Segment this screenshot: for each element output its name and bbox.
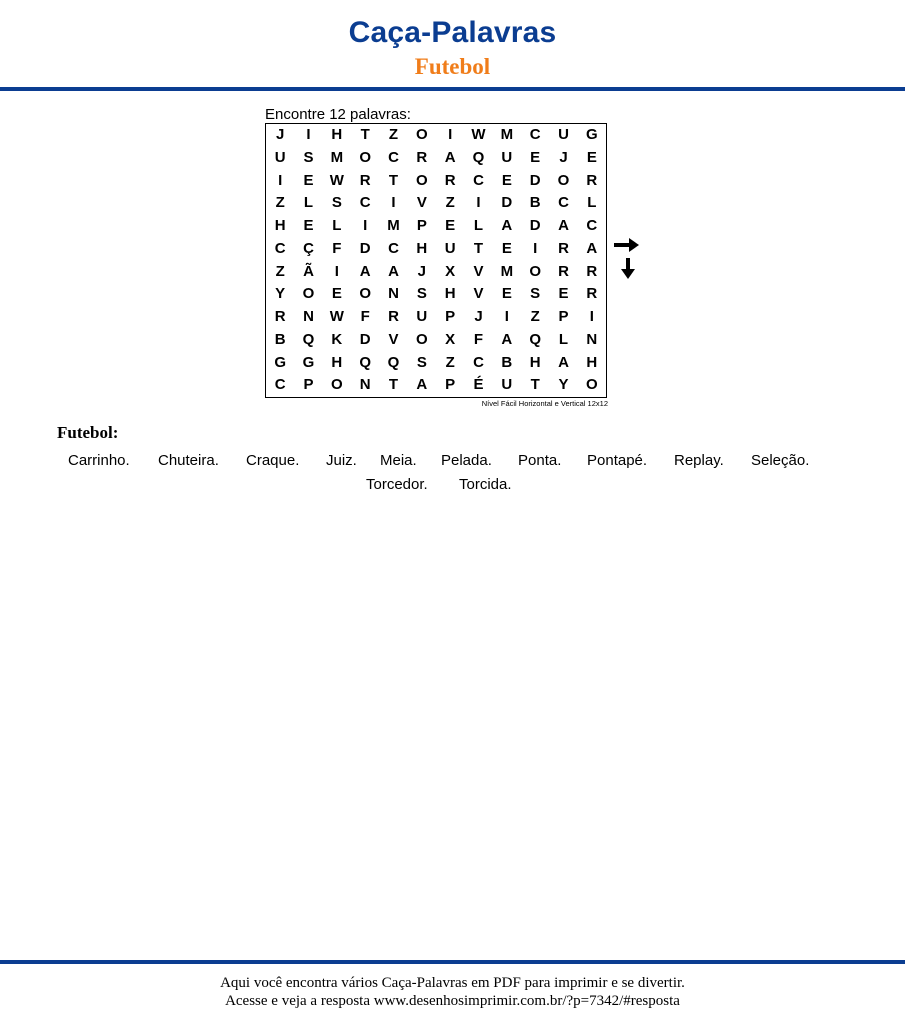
grid-letter[interactable]: D	[501, 194, 513, 212]
grid-letter[interactable]: N	[303, 308, 314, 325]
grid-letter[interactable]: I	[476, 194, 481, 212]
grid-letter[interactable]: E	[501, 285, 512, 303]
grid-letter[interactable]: B	[501, 353, 513, 371]
grid-letter[interactable]: A	[586, 239, 598, 257]
grid-letter[interactable]: Y	[275, 285, 286, 303]
grid-letter[interactable]: Ç	[303, 239, 314, 257]
grid-letter[interactable]: Z	[275, 262, 285, 280]
word-item: Carrinho.	[68, 452, 130, 469]
grid-letter[interactable]: P	[416, 217, 427, 234]
grid-letter[interactable]: I	[533, 239, 538, 257]
grid-letter[interactable]: O	[415, 126, 428, 143]
grid-letter[interactable]: Z	[445, 353, 455, 371]
grid-letter[interactable]: Q	[529, 330, 541, 348]
grid-letter[interactable]: H	[444, 285, 456, 303]
grid-letter[interactable]: O	[557, 171, 570, 189]
grid-letter[interactable]: L	[558, 330, 569, 348]
grid-letter[interactable]: C	[388, 148, 399, 166]
grid-letter[interactable]: O	[415, 171, 428, 189]
grid-row	[266, 238, 608, 261]
grid-letter[interactable]: U	[501, 148, 513, 166]
grid-letter[interactable]: H	[274, 217, 286, 234]
grid-letter[interactable]: T	[388, 171, 399, 189]
grid-letter[interactable]: L	[587, 194, 597, 212]
grid-letter[interactable]: C	[473, 171, 484, 189]
page-title: Caça-Palavras	[348, 16, 557, 49]
grid-letter[interactable]: T	[530, 376, 540, 394]
grid-letter[interactable]: A	[558, 353, 569, 371]
grid-letter[interactable]: A	[444, 148, 456, 166]
grid-letter[interactable]: M	[500, 126, 514, 143]
grid-letter[interactable]: R	[586, 262, 598, 280]
grid-letter[interactable]: H	[416, 239, 428, 257]
word-search-grid	[265, 123, 607, 398]
grid-letter[interactable]: K	[331, 330, 343, 348]
grid-letter[interactable]: T	[388, 376, 399, 394]
grid-letter[interactable]: D	[359, 330, 371, 348]
grid-letter[interactable]: W	[471, 126, 486, 143]
grid-row	[266, 170, 608, 193]
grid-letter[interactable]: C	[586, 217, 598, 234]
word-item: Meia.	[380, 452, 417, 469]
grid-letter[interactable]: C	[529, 126, 541, 143]
word-list-heading: Futebol:	[57, 423, 119, 442]
grid-letter[interactable]: E	[558, 285, 569, 303]
grid-letter[interactable]: É	[473, 376, 484, 394]
grid-letter[interactable]: Z	[388, 126, 399, 143]
grid-letter[interactable]: C	[473, 353, 484, 371]
arrow-right-icon	[614, 237, 640, 253]
grid-letter[interactable]: X	[445, 330, 456, 348]
arrow-down-icon	[620, 258, 636, 280]
word-item: Torcedor.	[366, 476, 428, 493]
word-item: Chuteira.	[158, 452, 219, 469]
grid-letter[interactable]: I	[504, 308, 509, 325]
grid-letter[interactable]: T	[360, 126, 370, 143]
puzzle-instruction: Encontre 12 palavras:	[265, 106, 411, 123]
grid-letter[interactable]: S	[530, 285, 541, 303]
grid-letter[interactable]: I	[589, 308, 594, 325]
grid-letter[interactable]: E	[303, 171, 314, 189]
grid-row	[266, 147, 608, 170]
grid-row	[266, 261, 608, 284]
grid-letter[interactable]: U	[558, 126, 569, 143]
word-item: Juiz.	[326, 452, 357, 469]
word-item: Seleção.	[751, 452, 810, 469]
grid-letter[interactable]: D	[359, 239, 371, 257]
word-item: Torcida.	[459, 476, 512, 493]
grid-letter[interactable]: I	[306, 126, 311, 143]
grid-letter[interactable]: S	[331, 194, 342, 212]
grid-letter[interactable]: L	[473, 217, 484, 234]
grid-letter[interactable]: A	[501, 330, 513, 348]
grid-letter[interactable]: E	[331, 285, 342, 303]
grid-letter[interactable]: P	[303, 376, 314, 394]
grid-letter[interactable]: B	[274, 330, 286, 348]
grid-letter[interactable]: Q	[302, 330, 315, 348]
grid-letter[interactable]: H	[586, 353, 598, 371]
grid-letter[interactable]: R	[416, 148, 428, 166]
grid-letter[interactable]: O	[330, 376, 343, 394]
grid-letter[interactable]: C	[388, 239, 399, 257]
grid-letter[interactable]: R	[444, 171, 456, 189]
grid-letter[interactable]: Z	[445, 194, 455, 212]
grid-letter[interactable]: Q	[359, 353, 371, 371]
grid-letter[interactable]: G	[585, 126, 598, 143]
grid-letter[interactable]: S	[303, 148, 314, 166]
grid-letter[interactable]: G	[274, 353, 286, 371]
grid-letter[interactable]: C	[274, 239, 286, 257]
grid-letter[interactable]: A	[359, 262, 371, 280]
grid-letter[interactable]: P	[445, 376, 456, 394]
grid-letter[interactable]: E	[445, 217, 456, 234]
grid-letter[interactable]: I	[278, 171, 283, 189]
grid-letter[interactable]: Z	[530, 308, 540, 325]
word-item: Craque.	[246, 452, 300, 469]
grid-letter[interactable]: E	[501, 239, 512, 257]
grid-letter[interactable]: L	[332, 217, 342, 234]
grid-letter[interactable]: W	[329, 171, 344, 189]
grid-letter[interactable]: M	[500, 262, 514, 280]
bottom-divider	[0, 960, 905, 964]
grid-letter[interactable]: I	[363, 217, 368, 234]
grid-letter[interactable]: P	[558, 308, 569, 325]
grid-letter[interactable]: X	[445, 262, 456, 280]
grid-letter[interactable]: F	[360, 308, 370, 325]
grid-letter[interactable]: O	[585, 376, 598, 394]
grid-letter[interactable]: H	[331, 353, 343, 371]
grid-letter[interactable]: U	[274, 148, 286, 166]
grid-letter[interactable]: N	[586, 330, 598, 348]
top-divider	[0, 87, 905, 91]
grid-row	[266, 352, 608, 375]
grid-letter[interactable]: V	[473, 285, 484, 303]
grid-letter[interactable]: U	[416, 308, 428, 325]
grid-letter[interactable]: I	[334, 262, 339, 280]
grid-letter[interactable]: J	[417, 262, 426, 280]
grid-letter[interactable]: J	[559, 148, 568, 166]
grid-letter[interactable]: U	[501, 376, 513, 394]
grid-letter[interactable]: W	[329, 308, 344, 325]
grid-letter[interactable]: S	[416, 285, 427, 303]
grid-letter[interactable]: Y	[558, 376, 569, 394]
grid-letter[interactable]: H	[331, 126, 343, 143]
grid-letter[interactable]: L	[303, 194, 314, 212]
grid-letter[interactable]: M	[387, 217, 400, 234]
grid-letter[interactable]: C	[359, 194, 371, 212]
grid-letter[interactable]: F	[332, 239, 342, 257]
grid-letter[interactable]: O	[359, 148, 371, 166]
grid-letter[interactable]: C	[558, 194, 569, 212]
grid-letter[interactable]: C	[274, 376, 286, 394]
difficulty-note: Nível Fácil Horizontal e Vertical 12x12	[481, 399, 608, 408]
grid-letter[interactable]: A	[388, 262, 399, 280]
grid-row	[266, 306, 608, 329]
word-list-line	[0, 476, 905, 496]
grid-letter[interactable]: J	[474, 308, 483, 325]
grid-letter[interactable]: O	[359, 285, 371, 303]
grid-letter[interactable]: Q	[472, 148, 485, 166]
grid-letter[interactable]: A	[416, 376, 428, 394]
grid-letter[interactable]: R	[359, 171, 371, 189]
grid-letter[interactable]: M	[330, 148, 344, 166]
grid-letter[interactable]: V	[388, 330, 399, 348]
grid-letter[interactable]: G	[302, 353, 315, 371]
grid-letter[interactable]: E	[530, 148, 541, 166]
footer-text: Aqui você encontra vários Caça-Palavras em PDF para imprimir e se divertir.	[220, 975, 685, 991]
grid-letter[interactable]: R	[558, 262, 569, 280]
grid-letter[interactable]: D	[529, 171, 541, 189]
grid-letter[interactable]: S	[416, 353, 427, 371]
grid-letter[interactable]: R	[586, 171, 598, 189]
footer-link-text[interactable]: Acesse e veja a resposta www.desenhosimprimir.com.br/?p=7342/#resposta	[225, 993, 680, 1009]
grid-letter[interactable]: U	[444, 239, 456, 257]
grid-letter[interactable]: J	[275, 126, 285, 143]
grid-letter[interactable]: D	[529, 217, 541, 234]
word-item: Replay.	[674, 452, 724, 469]
grid-letter[interactable]: N	[388, 285, 399, 303]
grid-row	[266, 124, 608, 147]
grid-letter[interactable]: B	[529, 194, 541, 212]
word-item: Pontapé.	[587, 452, 648, 469]
grid-row	[266, 329, 608, 352]
grid-letter[interactable]: V	[416, 194, 427, 212]
grid-letter[interactable]: F	[473, 330, 484, 348]
grid-letter[interactable]: E	[501, 171, 512, 189]
grid-letter[interactable]: R	[274, 308, 286, 325]
grid-letter[interactable]: I	[448, 126, 453, 143]
grid-row	[266, 215, 608, 238]
word-list-line	[0, 452, 905, 472]
grid-letter[interactable]: R	[558, 239, 569, 257]
grid-letter[interactable]: A	[501, 217, 513, 234]
grid-letter[interactable]: P	[445, 308, 456, 325]
grid-letter[interactable]: R	[586, 285, 598, 303]
word-item: Ponta.	[518, 452, 562, 469]
grid-letter[interactable]: V	[473, 262, 484, 280]
grid-letter[interactable]: H	[529, 353, 541, 371]
grid-letter[interactable]: Q	[387, 353, 400, 371]
grid-letter[interactable]: A	[558, 217, 569, 234]
grid-letter[interactable]: I	[391, 194, 396, 212]
word-item: Pelada.	[441, 452, 492, 469]
grid-letter[interactable]: N	[359, 376, 371, 394]
grid-letter[interactable]: R	[388, 308, 399, 325]
grid-letter[interactable]: E	[586, 148, 597, 166]
grid-row	[266, 192, 608, 215]
grid-letter[interactable]: Z	[275, 194, 285, 212]
grid-letter[interactable]: O	[302, 285, 315, 303]
grid-row	[266, 283, 608, 306]
grid-letter[interactable]: Ã	[303, 262, 314, 280]
grid-letter[interactable]: E	[303, 217, 314, 234]
grid-row	[266, 374, 608, 397]
grid-letter[interactable]: O	[529, 262, 541, 280]
grid-letter[interactable]: T	[473, 239, 484, 257]
page-subtitle: Futebol	[414, 54, 491, 79]
grid-letter[interactable]: O	[415, 330, 428, 348]
